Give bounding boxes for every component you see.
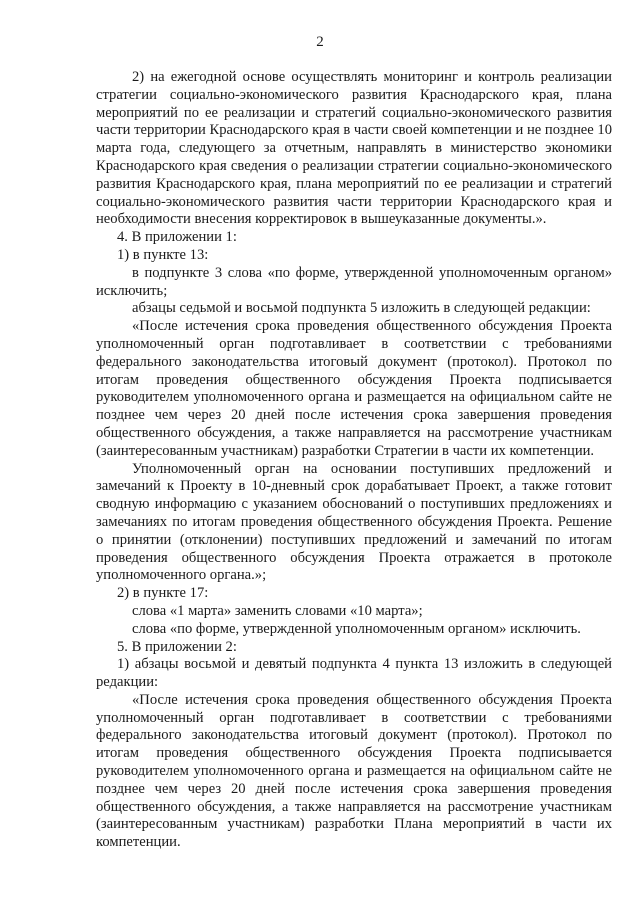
paragraph-quote-strategy-protocol: «После истечения срока проведения общественного обсуждения Проекта уполномоченный орган подготавливает в соответствии с требованиями федерального законодательства итоговый документ (протокол). Протокол по итогам проведения общественного обсуждения Проекта подписывается руководителем уполномоченного органа и размещается на официальном сайте не позднее чем через 20 дней после истечения срока завершения проведения общественного обсуждения, а также направляется на рассмотрение участникам (заинтересованным участникам) разработки Стратегии в части их компетенции.: [96, 318, 612, 459]
paragraph-item-5-heading: 5. В приложении 2:: [117, 638, 237, 655]
document-body: [96, 69, 612, 852]
paragraph-subpoint-5-intro: абзацы седьмой и восьмой подпункта 5 изложить в следующей редакции:: [132, 300, 591, 317]
paragraph-quote-strategy-revision: Уполномоченный орган на основании поступивших предложений и замечаний к Проекту в 10-дневный срок дорабатывает Проект, а также готовит сводную информацию с указанием обоснований о поступивших предложениях и замечаниях по итогам проведения общественного обсуждения Проекта. Решение о принятии (отклонении) поступивших предложений и замечаний по итогам проведения общественного обсуждения Проекта отражается в протоколе уполномоченного органа.»;: [96, 460, 612, 584]
paragraph-item-2: 2) на ежегодной основе осуществлять мониторинг и контроль реализации стратегии социально-экономического развития Краснодарского края, плана мероприятий по ее реализации и стратегий социально-экономического развития части территории Краснодарского края в части своей компетенции и не позднее 10 марта года, следующего за отчетным, направлять в министерство экономики Краснодарского края сведения о реализации стратегии социально-экономического развития Краснодарского края, плана мероприятий по ее реализации и стратегий социально-экономического развития части территории Краснодарского края и необходимости внесения корректировок в вышеуказанные документы.».: [96, 69, 612, 228]
paragraph-quote-plan-protocol: «После истечения срока проведения общественного обсуждения Проекта уполномоченный орган подготавливает в соответствии с требованиями федерального законодательства итоговый документ (протокол). Протокол по итогам проведения общественного обсуждения Проекта подписывается руководителем уполномоченного органа и размещается на официальном сайте не позднее чем через 20 дней после истечения срока завершения проведения общественного обсуждения, а также направляется на рассмотрение участникам (заинтересованным участникам) разработки Плана мероприятий в части их компетенции.: [96, 691, 612, 851]
paragraph-subpoint-3: в подпункте 3 слова «по форме, утвержденной уполномоченным органом» исключить;: [96, 264, 612, 299]
paragraph-item-5-subitem-1: 1) абзацы восьмой и девятый подпункта 4 пункта 13 изложить в следующей редакции:: [96, 656, 612, 691]
page-number: 2: [316, 34, 324, 50]
paragraph-subitem-2-heading: 2) в пункте 17:: [117, 585, 209, 602]
paragraph-replace-date: слова «1 марта» заменить словами «10 марта»;: [132, 602, 423, 619]
paragraph-subitem-1-heading: 1) в пункте 13:: [117, 246, 209, 263]
paragraph-remove-words: слова «по форме, утвержденной уполномоченным органом» исключить.: [132, 620, 581, 637]
paragraph-item-4-heading: 4. В приложении 1:: [117, 229, 237, 246]
